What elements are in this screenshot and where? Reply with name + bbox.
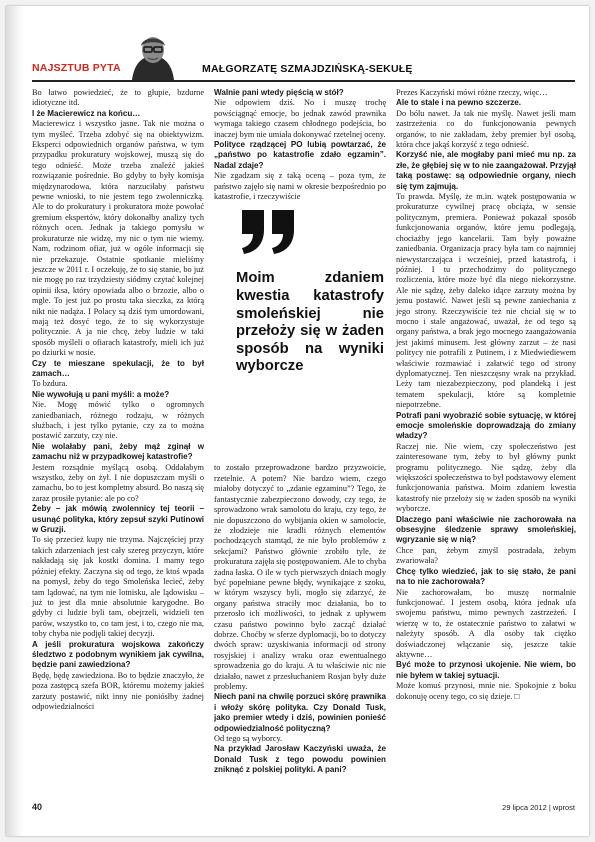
page-spine-shadow <box>6 6 24 836</box>
article-header <box>32 56 575 78</box>
interview-answer: To się przecież kupy nie trzyma. Najczęściej przy takich zdarzeniach jest cały szereg przyczyn, które nakładają się jak kostki domina. I mamy tego później efekty. Zaczyna się od tego, że ktoś wpada na pomysł, żeby do tego Smoleńska lecieć, żeby tam lądować, na tym nie lotnisku, ale lądowisku – już to jest dla mnie absolutnie karygodne. Bo gdyby ci ludzie byli tam, obejrzeli, widzieli ten parów, wszystko to, co tam jest, i to, czego nie ma, toby chyba nie podjęli takiej decyzji. <box>32 535 204 639</box>
interview-question: Nie wolałaby pani, żeby mąż zginął w zamachu niż w przypadkowej katastrofie? <box>32 441 204 462</box>
interview-answer: Od tego są wyborcy. <box>214 734 283 744</box>
interview-question: Na przykład Jarosław Kaczyński uważa, że Donald Tusk z tego powodu powinien zniknąć z polskiej polityki. A pani? <box>214 744 386 775</box>
author-portrait <box>128 30 178 80</box>
interview-question: I że Macierewicz na końcu… <box>32 108 141 118</box>
interview-answer: Prezes Kaczyński mówi różne rzeczy, więc… <box>396 88 548 97</box>
interview-question: A jeśli prokuratura wojskowa zakończy śledztwo z podobnym wynikiem jak cywilna, będzie pani zawiedziona? <box>32 639 204 670</box>
interview-answer: Nie. Mogę mówić tylko o ogromnych zaniedbaniach, różnego rodzaju, w różnych służbach, i jest tylko pytanie, czy za to można postawić zarzuty, czy nie. <box>32 400 204 441</box>
interview-answer: Nie odpowiem dziś. No i muszę trochę powściągnąć emocje, bo jednak zawód prawnika wymaga takiego czasem chłodnego podejścia, bo inaczej bym nie umiała dokonywać rzetelnej oceny. <box>214 98 386 139</box>
interview-answer: Macierewicz i wszystko jasne. Tak nie można o tym myśleć. Trzeba zdobyć się na obiektywizm. Eksperci odpowiednich organów państwa, w tym przypadku prokuratury wojskowej, muszą się do tego odnieść. Może trzeba znaleźć jakieś rozwiązanie pośrednie. Bo gdyby to były komisja międzynarodowa, która narzuciłaby państwu pewne wnioski, to nie jestem tego zwolenniczką. Ale to do prokuratury i prokuratora może powołać gremium ekspertów, który dokonałby analizy tych różnych ocen. Jednak ja takiego pomysłu w prokuraturze nie widzę, my nic o tym nie wiemy. Nam, rodzinom ofiar, już w ogóle informacji się nie przekazuje. Ostatnie spotkanie mieliśmy jeszcze w 2011 r. I oczekuję, że to się stanie, bo już nie mogę po raz trzydziesty siódmy czytać kolejnej opinii iksa, który opowiada albo o brzozie, albo o mgle. To jest już po prostu taka sieczka, za którą nikt nie nadąża. I Polacy są dziś tym umordowani, mają też dosyć tego, że to się wykorzystuje politycznie. A ja nie chcę, żeby ludzie w taki sposób myśleli o ofiarach katastrofy, mieli ich już po dziurki w nosie. <box>32 119 204 358</box>
interview-question: Nie wywołują u pani myśli: a może? <box>32 389 170 399</box>
pull-quote-text: Moim zdaniem kwestia katastrofy smoleńskiej nie przełoży się w żaden sposób na wyniki wyborcze <box>236 270 384 375</box>
interview-question: Czy te mieszane spekulacji, że to był zamach… <box>32 358 204 378</box>
column-2-bottom <box>214 463 386 775</box>
interview-answer: Do bólu nawet. Ja tak nie myślę. Nawet jeśli mam zastrzeżenia co do funkcjonowania pewnych organów, to nie zakładam, żeby premier był osobą, która chce jakąś korzyść z tego odnieść. <box>396 108 576 150</box>
interview-question: Być może to przynosi ukojenie. Nie wiem, bo nie byłem w takiej sytuacji. <box>396 660 576 680</box>
interview-answer: Nie zachorowałam, bo muszę normalnie funkcjonować. I jestem osobą, która jednak ufa swojemu państwu, mimo pewnych zastrzeżeń. I wierzę w to, że ostatecznie państwo to załatwi w należyty sposób. A dla osoby tak ciężko doświadczonej włączanie się, jeszcze takie aktywne… <box>396 587 576 659</box>
text-column-1 <box>32 88 204 712</box>
interview-question: Żeby – jak mówią zwolennicy tej teorii – usunąć polityka, który zepsuł szyki Putinowi w Gruzji. <box>32 504 204 535</box>
issue-info: 29 lipca 2012 | wprost <box>502 803 575 812</box>
interview-question: Polityce rządzącej PO lubią powtarzać, że „państwo po katastrofie zdało egzamin”. Nadal zdaje? <box>214 140 386 170</box>
interviewee-name: MAŁGORZATĘ SZMAJDZIŃSKĄ-SEKUŁĘ <box>202 63 413 75</box>
portrait-image <box>128 30 178 80</box>
interview-answer: To bzdura. <box>32 379 68 389</box>
column-rubric: NAJSZTUB PYTA <box>32 62 121 74</box>
interview-question: Walnie pani wtedy pięścią w stół? <box>214 88 344 97</box>
interview-answer: To prawda. Myślę, że m.in. wątek postępowania w prokuraturze cywilnej pracę obciąża, w sensie politycznym, premiera. Ponieważ pokazał sposób funkcjonowania organów, które jemu podlegają, chociażby jego kancelarii. Tam były poważne zaniedbania. Organizacja pracy była tam co najmniej niewystarczająca i wcześniej, przed katastrofą, i później. I tu przechodzimy do politycznego rozliczenia, które może być dla niego niekorzystne. Ale nie sądzę, żeby daleko idące zarzuty można by jemu postawić. Nawet jeśli są pewne zaniechania z jego strony. Rzeczywiście też nie chciał się w to mocno i stale angażować, uważał, że od tego są organy państwa, a brak jego mocnego zaangażowania jest jakimś minusem. Jest główny zarzut – że nasi politycy nie potrafili z Putinem, i z Miedwiediewem właściwie rozmawiać i załatwić tego od strony dyplomatycznej. Ten nieszczęsny wrak na przykład. Leży tam niezabezpieczony, pod plandeką i jest tematem spekulacji, które są kompletnie niepotrzebne. <box>396 192 576 410</box>
text-column-2 <box>214 88 386 776</box>
header-rule <box>32 80 575 82</box>
magazine-page <box>6 6 589 836</box>
interview-question: Dlaczego pani właściwie nie zachorowała na obsesyjne śledzenie sprawy smoleńskiej, wgryzanie się w nią? <box>396 514 576 545</box>
pull-quote <box>214 208 386 463</box>
interview-answer: Może komuś przynosi, mnie nie. Spokojnie z boku dokonuję oceny tego, co się dzieje. □ <box>396 681 576 701</box>
text-column-3 <box>396 88 576 702</box>
page-footer <box>32 802 575 814</box>
interview-question: Niech pani na chwilę porzuci skórę prawnika i włoży skórę polityka. Czy Donald Tusk, jako premier wtedy i dziś, powinien ponieść odpowiedzialność polityczną? <box>214 692 386 733</box>
interview-question: Chcę tylko wiedzieć, jak to się stało, że pani na to nie zachorowała? <box>396 566 576 587</box>
quote-mark-icon <box>240 208 300 256</box>
interview-answer: Jestem rozsądnie myślącą osobą. Oddałabym wszystko, żeby on żył. I nie dopuszczam myśli o zamachu, bo to jest kompletny absurd. Bo naszą się zaraz prosiłe pytanie: ale po co? <box>32 462 204 503</box>
interview-answer: Raczej nie. Nie wiem, czy społeczeństwo jest zainteresowane tym, żeby to był główny punkt programu politycznego. Nie sądzę, żeby dla większości społeczeństwa to był podstawowy element funkcjonowania państwa. Moim zdaniem kwestia katastrofy nie przełoży się w żaden sposób na wyniki wyborcze. <box>396 441 576 514</box>
interview-question: Potrafi pani wyobrazić sobie sytuację, w której emocje smoleńskie doprowadzają do zmiany władzy? <box>396 410 576 441</box>
column-2-top <box>214 88 386 202</box>
interview-answer: to zostało przeprowadzone bardzo przyzwoicie, rzetelnie. A potem? Nie bardzo wiem, czego miałoby dotyczyć to „zdanie egzaminu”? Tego, że fantastycznie zabezpieczono dowody, czy tego, że sprowadzono wrak samolotu do kraju, czy tego, że nie dopuszczono do wybijania okien w samolocie, że złodzieje nie kradli różnych elementów pochodzących stamtąd, że nie było problemów z sekcjami? Państwo głównie zrobiło tyle, że prokuratura zajęła się postępowaniem. Ale to chyba żadna łaska. O ile w tych pierwszych dniach mogły być popełniane pewne błędy, wynikające z szoku, w którym wszyscy byli, mogło się zdarzyć, że organy państwa straciły moc działania, bo to przerosło ich możliwości, to jednak z upływem czasu państwo powinno było zacząć działać dobrze. Choćby w sferze dyplomacji, bo to dotyczy dwóch spraw: uzyskiwania informacji od strony rosyjskiej i analizy wraku oraz ewentualnego sprowadzenia go do kraju. A tu właściwie nic nie działało, nawet z przesłuchaniem Rosjan były duże problemy. <box>214 463 386 691</box>
interview-question: Ale to stale i na pewno szczerze. <box>396 98 522 108</box>
interview-answer: Nie zgadzam się z taką oceną – poza tym, że państwo zajęło się nami w okresie bezpośrednio po katastrofie, i rzeczywiście <box>214 171 386 202</box>
interview-answer: Będę, będę zawiedziona. Bo to będzie znaczyło, że poza zastępcą szefa BOR, któremu możemy jakieś zarzuty postawić, nikt inny nie poniósłby żadnej odpowiedzialności <box>32 670 204 711</box>
interview-answer: Bo łatwo powiedzieć, że to głupie, bzdurne idiotyczne itd. <box>32 88 204 108</box>
page-number: 40 <box>32 802 43 812</box>
interview-answer: Chce pan, żebym zmyśl postradała, żebym zwariowała? <box>396 545 576 566</box>
interview-question: Korzyść nie, ale mogłaby pani mieć mu np. za złe, że głębiej się w to nie zaangażował. Przyjął taką postawę: są odpowiednie organy, niech się tym zajmują. <box>396 150 576 191</box>
